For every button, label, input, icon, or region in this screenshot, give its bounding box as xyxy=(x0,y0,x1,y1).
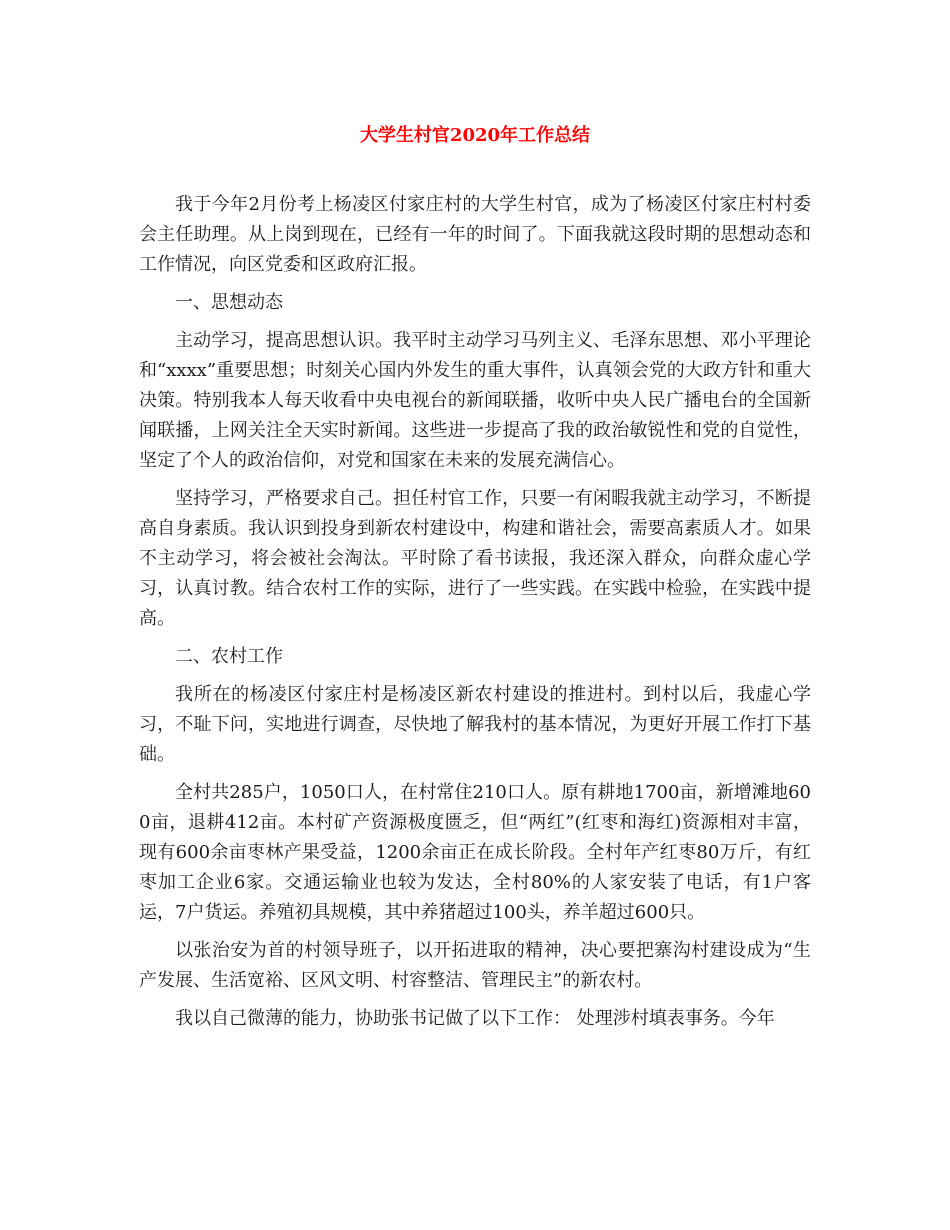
document-body xyxy=(139,190,811,1042)
paragraph-persist-learning: 坚持学习，严格要求自己。担任村官工作，只要一有闲暇我就主动学习，不断提高自身素质。我认识到投身到新农村建设中，构建和谐社会，需要高素质人才。如果不主动学习，将会被社会淘汰。平时除了看书读报，我还深入群众，向群众虚心学习，认真讨教。结合农村工作的实际，进行了一些实践。在实践中检验，在实践中提高。 xyxy=(139,488,811,629)
paragraph-assist-work: 我以自己微薄的能力，协助张书记做了以下工作： 处理涉村填表事务。今年 xyxy=(175,1008,775,1029)
paragraph-active-learning: 主动学习，提高思想认识。我平时主动学习马列主义、毛泽东思想、邓小平理论和“xxxx”重要思想；时刻关心国内外发生的重大事件，认真领会党的大政方针和重大决策。特别我本人每天收看中央电视台的新闻联播，收听中央人民广播电台的全国新闻联播，上网关注全天实时新闻。这些进一步提高了我的政治敏锐性和党的自觉性，坚定了个人的政治信仰，对党和国家在未来的发展充满信心。 xyxy=(139,330,811,471)
document-title: 大学生村官2020年工作总结 xyxy=(359,125,591,146)
paragraph-village-intro: 我所在的杨凌区付家庄村是杨凌区新农村建设的推进村。到村以后，我虚心学习，不耻下问，实地进行调查，尽快地了解我村的基本情况，为更好开展工作打下基础。 xyxy=(139,684,811,765)
paragraph-leadership: 以张治安为首的村领导班子，以开拓进取的精神，决心要把寨沟村建设成为“生产发展、生活宽裕、区风文明、村容整洁、管理民主”的新农村。 xyxy=(139,940,811,991)
paragraph-intro: 我于今年2月份考上杨凌区付家庄村的大学生村官，成为了杨凌区付家庄村村委会主任助理。从上岗到现在，已经有一年的时间了。下面我就这段时期的思想动态和工作情况，向区党委和区政府汇报。 xyxy=(139,194,811,275)
paragraph-village-stats: 全村共285户，1050口人，在村常住210口人。原有耕地1700亩，新增滩地600亩，退耕412亩。本村矿产资源极度匮乏，但“两红”(红枣和海红)资源相对丰富，现有600余亩枣林产果受益，1200余亩正在成长阶段。全村年产红枣80万斤，有红枣加工企业6家。交通运输业也较为发达，全村80%的人家安装了电话，有1户客运，7户货运。养殖初具规模，其中养猪超过100头，养羊超过600只。 xyxy=(139,782,811,923)
section-heading-thought: 一、思想动态 xyxy=(175,292,283,313)
section-heading-rural-work: 二、农村工作 xyxy=(175,646,283,667)
